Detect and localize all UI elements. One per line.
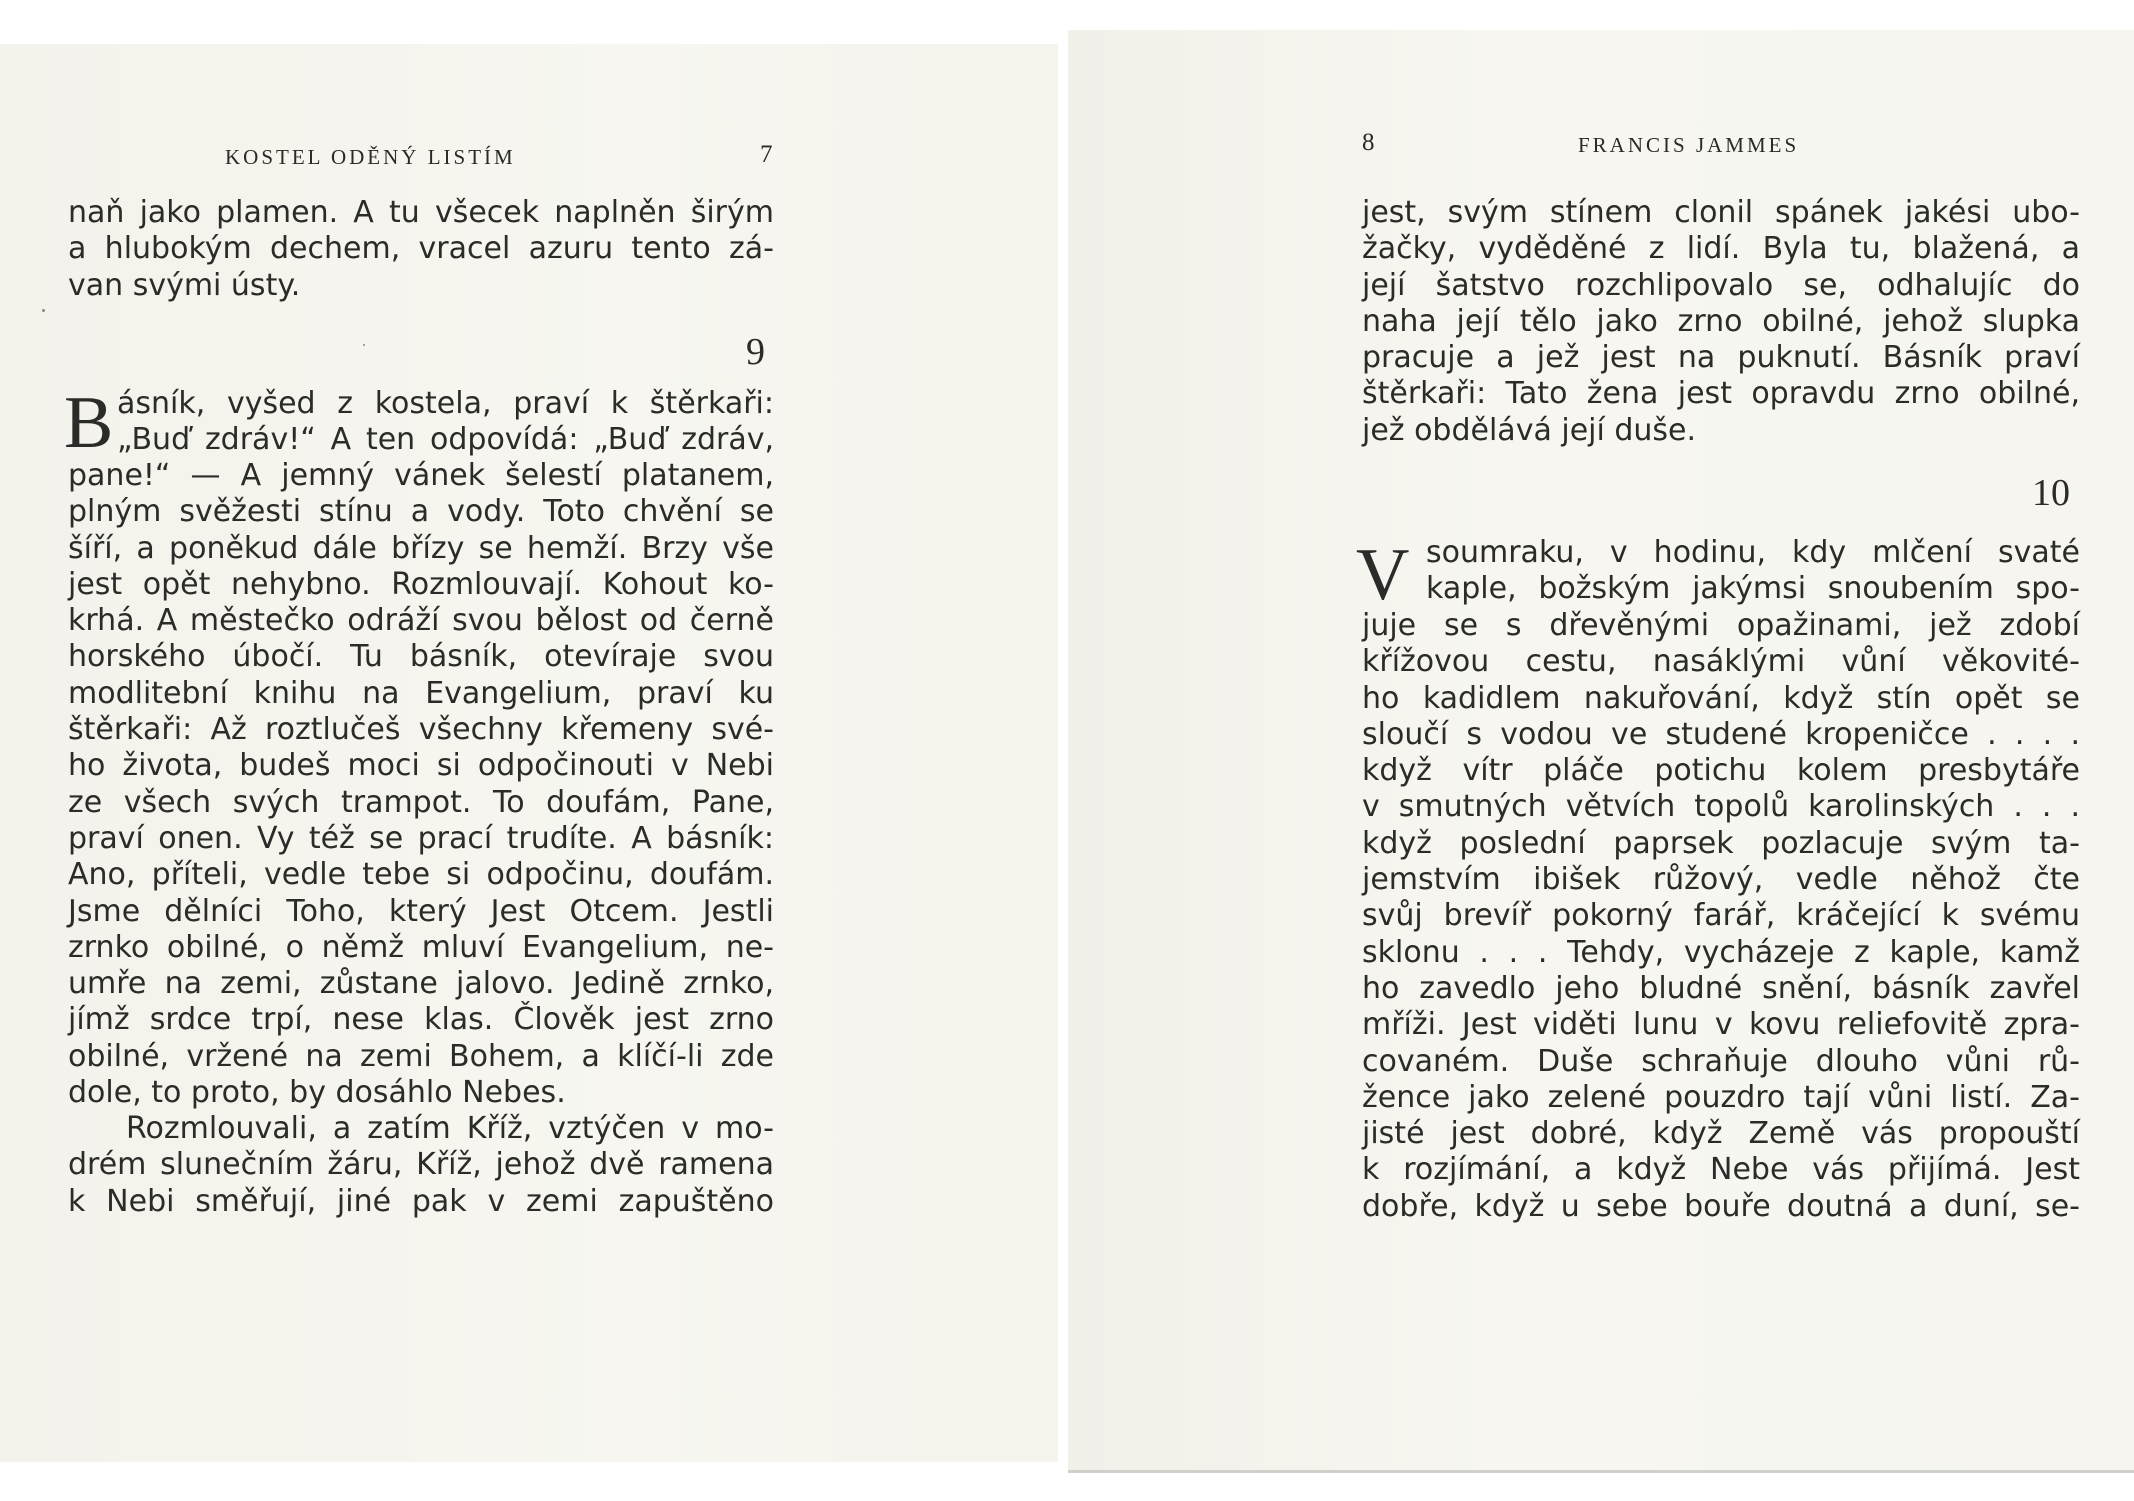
text-line: dole, to proto, by dosáhlo Nebes. bbox=[68, 1075, 566, 1111]
text-line: praví onen. Vy též se prací trudíte. A básník: bbox=[68, 820, 774, 856]
text-line: žačky, vyděděné z lidí. Byla tu, blažená, a bbox=[1362, 231, 2080, 267]
text-line: naň jako plamen. A tu všecek naplněn širým bbox=[68, 195, 774, 230]
text-line: naha její tělo jako zrno obilné, jehož slupka bbox=[1362, 303, 2080, 339]
text-line: sklonu . . . Tehdy, vycházeje z kaple, kamž bbox=[1362, 934, 2080, 970]
page-speck bbox=[42, 309, 45, 312]
text-line: svůj brevíř pokorný farář, kráčející k svému bbox=[1362, 898, 2080, 934]
text-line: k Nebi směřují, jiné pak v zemi zapuštěno bbox=[68, 1183, 774, 1219]
page-edge-shadow bbox=[1068, 1470, 2134, 1473]
text-line: umře na zemi, zůstane jalovo. Jedině zrnko, bbox=[68, 966, 774, 1002]
text-line: jež obdělává její duše. bbox=[1362, 412, 1697, 448]
left-page bbox=[0, 44, 1058, 1462]
text-line: ho zavedlo jeho bludné snění, básník zavřel bbox=[1362, 970, 2080, 1006]
text-line: ho života, budeš moci si odpočinouti v Nebi bbox=[68, 748, 774, 784]
text-line: soumraku, v hodinu, kdy mlčení svaté bbox=[1426, 535, 2080, 570]
text-line: juje se s dřevěnými opažinami, jež zdobí bbox=[1362, 608, 2080, 643]
text-line: zrnko obilné, o němž mluví Evangelium, ne- bbox=[68, 929, 774, 965]
section-number: 10 bbox=[2032, 472, 2070, 514]
text-line: krhá. A městečko odráží svou bělost od černě bbox=[68, 603, 774, 639]
text-line: a hlubokým dechem, vracel azuru tento zá- bbox=[68, 231, 774, 267]
text-line: ho kadidlem nakuřování, když stín opět se bbox=[1362, 680, 2080, 716]
text-line: štěrkaři: Tato žena jest opravdu zrno obilné, bbox=[1362, 376, 2080, 412]
text-line: mříži. Jest viděti lunu v kovu reliefovitě zpra- bbox=[1362, 1007, 2080, 1043]
text-line: „Buď zdráv!“ A ten odpovídá: „Buď zdráv, bbox=[117, 422, 774, 458]
text-line: modlitební knihu na Evangelium, praví ku bbox=[68, 675, 774, 711]
text-line: jisté jest dobré, když Země vás propouští bbox=[1362, 1116, 2080, 1152]
text-line: k rozjímání, a když Nebe vás přijímá. Jest bbox=[1362, 1152, 2080, 1188]
text-line: jest opět nehybno. Rozmlouvají. Kohout ko- bbox=[68, 566, 774, 602]
running-head: KOSTEL ODĚNÝ LISTÍM bbox=[225, 145, 516, 169]
body-paragraph bbox=[68, 458, 774, 1111]
text-line: van svými ústy. bbox=[68, 267, 301, 303]
text-line: její šatstvo rozchlipovalo se, odhalujíc do bbox=[1362, 267, 2080, 303]
text-line: jímž srdce trpí, nese klas. Člověk jest zrno bbox=[68, 1002, 774, 1038]
text-line: ásník, vyšed z kostela, praví k štěrkaři: bbox=[117, 386, 774, 421]
text-line: jest, svým stínem clonil spánek jakési ubo- bbox=[1362, 195, 2080, 230]
dropcap-lines bbox=[1426, 535, 2080, 608]
text-line: jemstvím ibišek růžový, vedle něhož čte bbox=[1362, 862, 2080, 898]
drop-cap: V bbox=[1356, 534, 1410, 616]
text-line: obilné, vržené na zemi Bohem, a klíčí-li zde bbox=[68, 1038, 774, 1074]
body-paragraph bbox=[1362, 608, 2080, 1225]
text-line: ze všech svých trampot. To doufám, Pane, bbox=[68, 784, 774, 820]
right-page bbox=[1068, 30, 2134, 1470]
text-line: kaple, božským jakýmsi snoubením spo- bbox=[1426, 571, 2080, 607]
text-line: dobře, když u sebe bouře doutná a duní, se- bbox=[1362, 1188, 2080, 1224]
text-line: horského úbočí. Tu básník, otevíraje svou bbox=[68, 639, 774, 675]
text-line: pane!“ — A jemný vánek šelestí platanem, bbox=[68, 458, 774, 493]
text-line: covaném. Duše schraňuje dlouho vůni rů- bbox=[1362, 1043, 2080, 1079]
running-head: FRANCIS JAMMES bbox=[1578, 133, 1800, 157]
text-line: Ano, příteli, vedle tebe si odpočinu, doufám. bbox=[68, 857, 774, 893]
text-line: Rozmlouvali, a zatím Kříž, vztýčen v mo- bbox=[126, 1111, 774, 1146]
text-line: plným svěžesti stínu a vody. Toto chvění se bbox=[68, 494, 774, 530]
dropcap-lines bbox=[117, 386, 774, 459]
text-line: v smutných větvích topolů karolinských . . . bbox=[1362, 789, 2080, 825]
text-line: žence jako zelené pouzdro tají vůni listí. Za- bbox=[1362, 1079, 2080, 1115]
text-line: drém slunečním žáru, Kříž, jehož dvě ramena bbox=[68, 1147, 774, 1183]
text-line: pracuje a jež jest na puknutí. Básník praví bbox=[1362, 340, 2080, 376]
text-line: když poslední paprsek pozlacuje svým ta- bbox=[1362, 825, 2080, 861]
section-number: 9 bbox=[746, 331, 765, 373]
text-line: šíří, a poněkud dále břízy se hemží. Brzy vše bbox=[68, 530, 774, 566]
text-line: štěrkaři: Až roztlučeš všechny křemeny své- bbox=[68, 712, 774, 748]
page-number: 7 bbox=[760, 141, 773, 168]
text-line: sloučí s vodou ve studené kropeničce . . . . bbox=[1362, 716, 2080, 752]
page-number: 8 bbox=[1362, 129, 1375, 156]
drop-cap: B bbox=[64, 382, 114, 464]
text-line: Jsme dělníci Toho, který Jest Otcem. Jestli bbox=[68, 893, 774, 929]
second-paragraph bbox=[68, 1111, 774, 1220]
text-line: když vítr pláče potichu kolem presbytáře bbox=[1362, 753, 2080, 789]
intro-paragraph bbox=[1362, 195, 2080, 449]
page-speck bbox=[363, 344, 365, 346]
text-line: křížovou cestu, nasáklými vůní věkovité- bbox=[1362, 644, 2080, 680]
intro-paragraph bbox=[68, 195, 774, 304]
